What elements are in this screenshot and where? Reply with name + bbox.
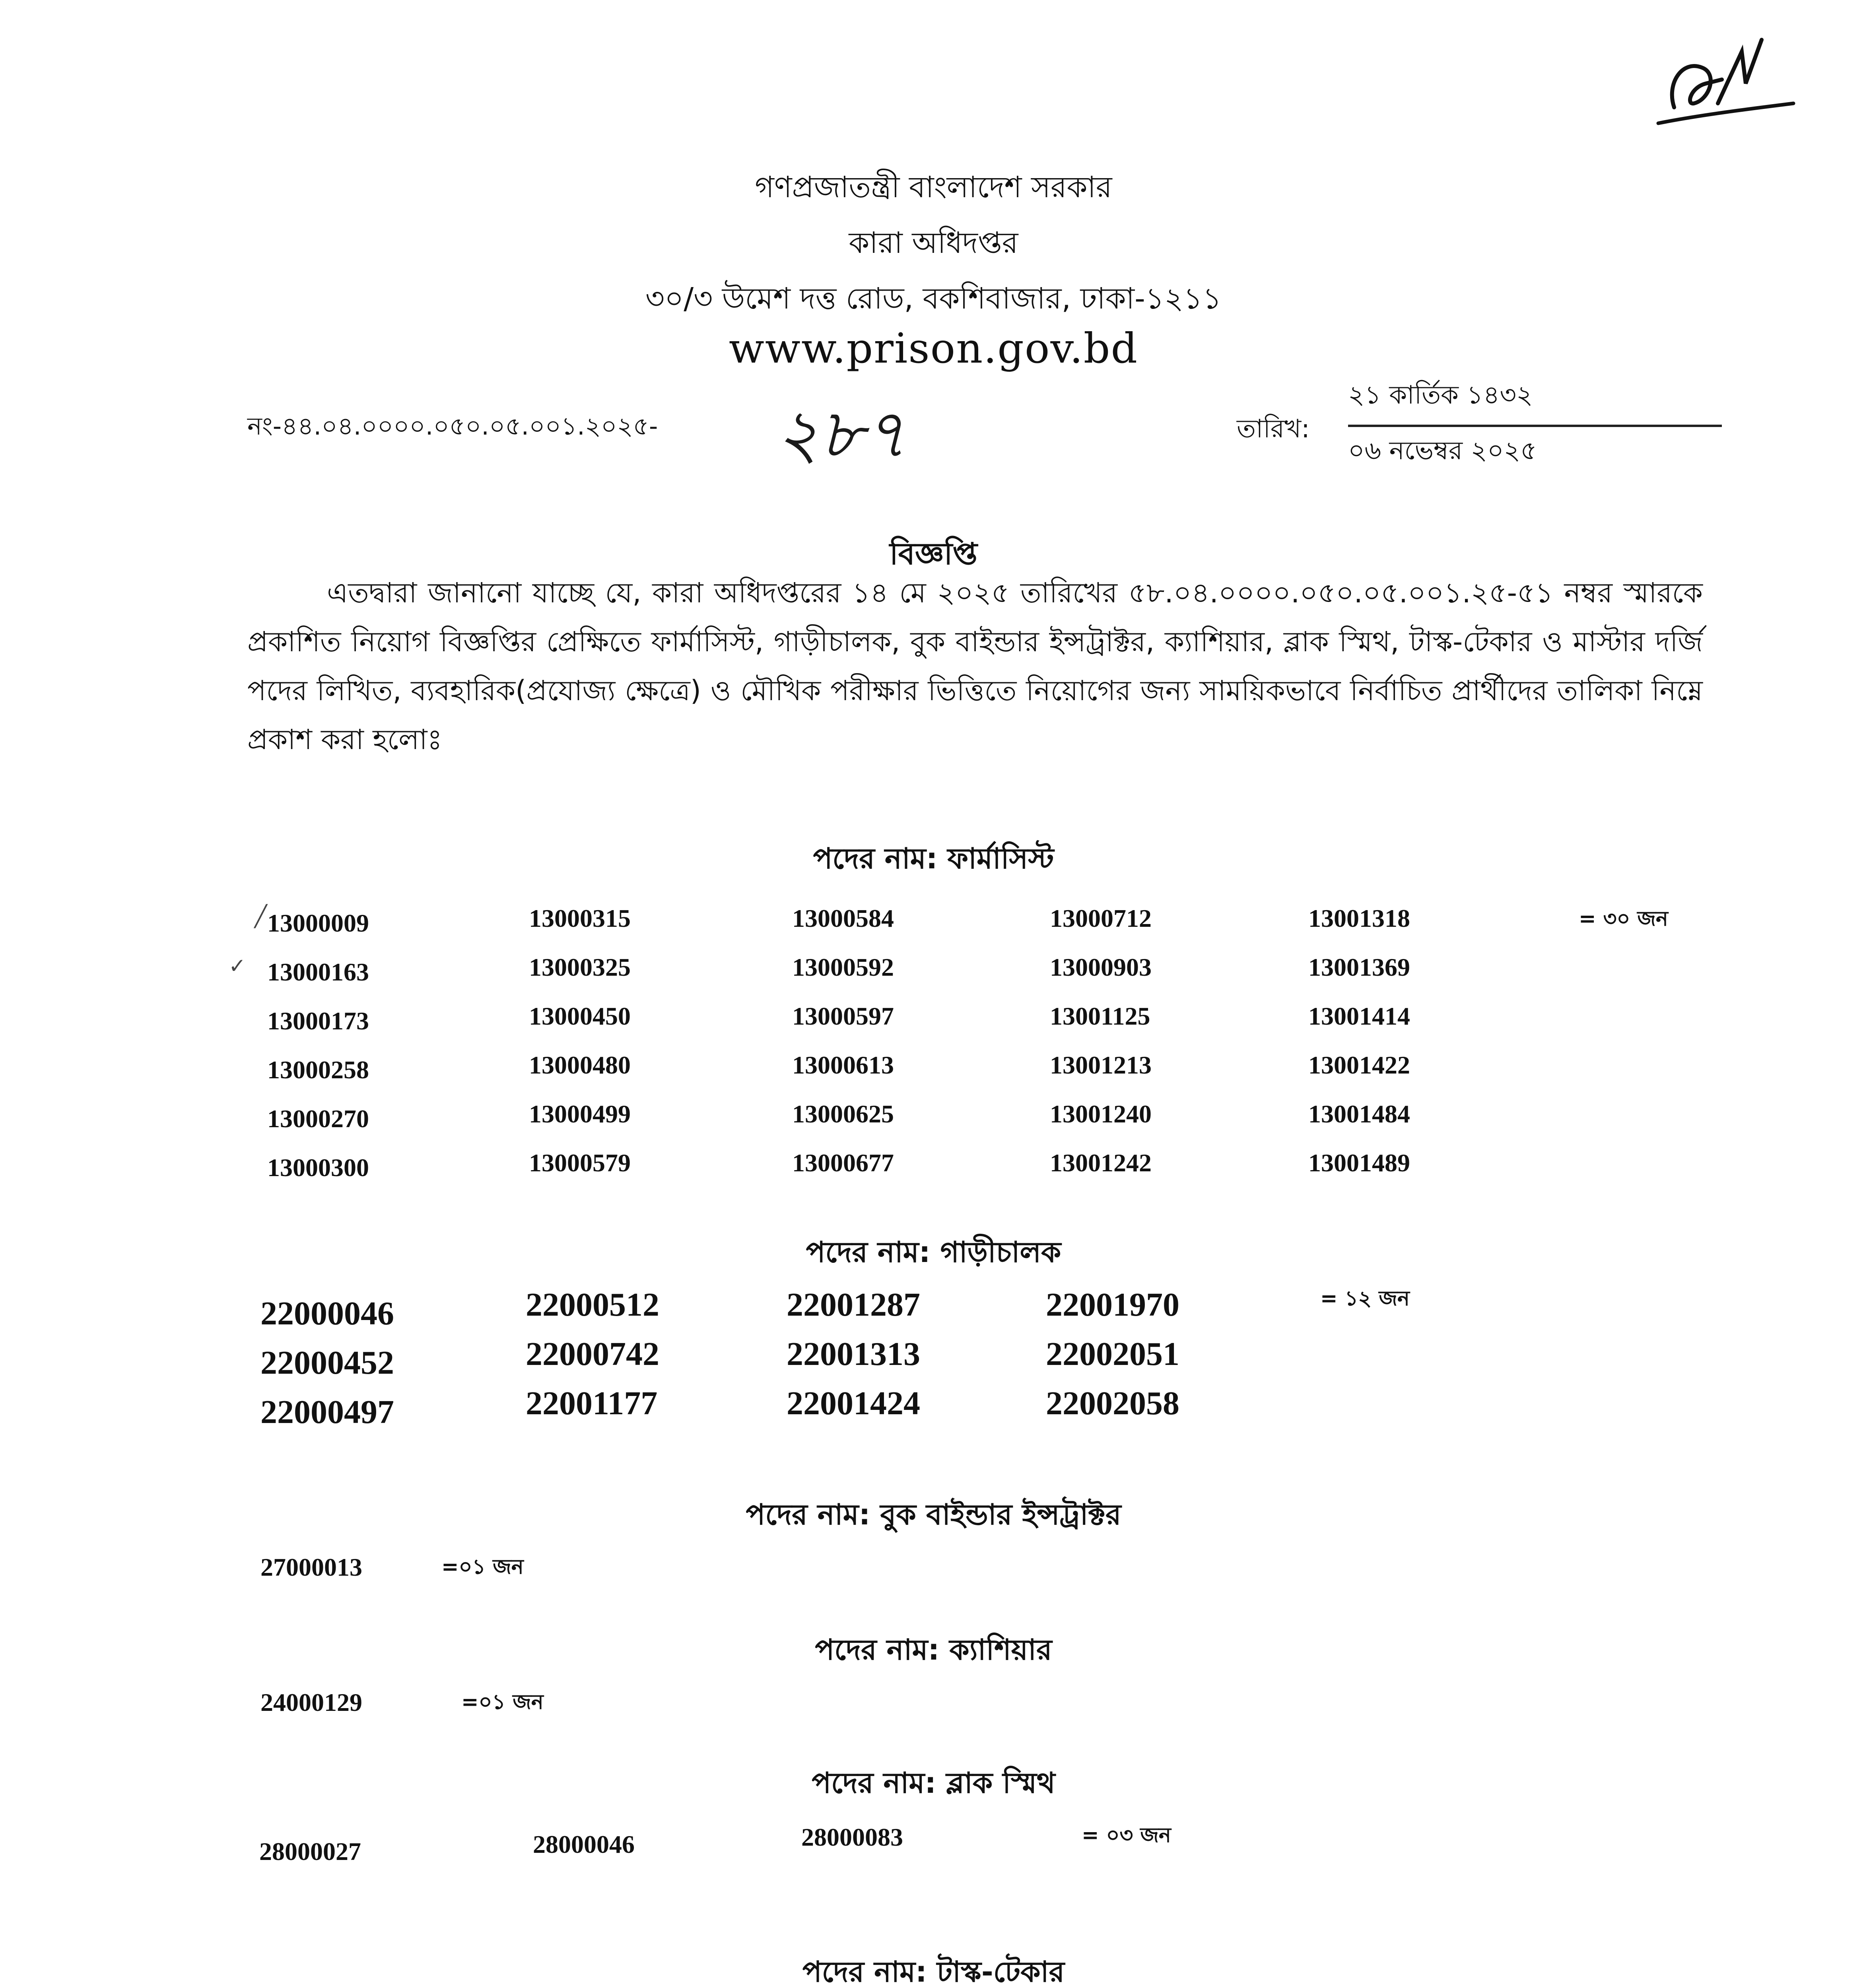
- roll-number: 13000270: [267, 1105, 369, 1133]
- roll-number: 13000009: [267, 909, 369, 937]
- roll-number: 13001422: [1308, 1051, 1410, 1079]
- roll-number: 22001424: [787, 1385, 920, 1422]
- post-title-pharmacist: পদের নাম: ফার্মাসিস্ট: [813, 842, 1054, 875]
- roll-number: 13000480: [529, 1051, 631, 1079]
- roll-number: 13000597: [792, 1002, 894, 1030]
- roll-number: 13001242: [1050, 1149, 1152, 1177]
- date-divider: [1348, 425, 1722, 427]
- roll-number: 13001318: [1308, 904, 1410, 932]
- roll-number: 13000315: [529, 904, 631, 932]
- post-title-cashier: পদের নাম: ক্যাশিয়ার: [815, 1633, 1052, 1666]
- check-mark-icon: ✓: [229, 954, 246, 978]
- post-count-pharmacist: = ৩০ জন: [1579, 907, 1668, 931]
- roll-number: 13001125: [1050, 1002, 1150, 1030]
- roll-number: 28000046: [533, 1830, 635, 1858]
- website-url: www.prison.gov.bd: [729, 324, 1138, 373]
- roll-number: 28000083: [801, 1823, 903, 1851]
- post-title-blacksmith: পদের নাম: ব্লাক স্মিথ: [812, 1766, 1055, 1800]
- roll-number: 13000592: [792, 953, 894, 981]
- roll-number: 13001240: [1050, 1100, 1152, 1128]
- roll-number: 13001484: [1308, 1100, 1410, 1128]
- roll-number: 22000046: [260, 1295, 394, 1332]
- memo-number-label: নং-৪৪.০৪.০০০০.০৫০.০৫.০০১.২০২৫-: [247, 412, 658, 441]
- roll-number: 22002051: [1046, 1336, 1179, 1373]
- roll-number: 22001313: [787, 1336, 920, 1373]
- roll-number: 22001287: [787, 1286, 920, 1323]
- post-count-blacksmith: = ০৩ জন: [1082, 1823, 1171, 1847]
- roll-number: 13000450: [529, 1002, 631, 1030]
- office-address: ৩০/৩ উমেশ দত্ত রোড, বকশিবাজার, ঢাকা-১২১১: [645, 282, 1222, 316]
- roll-number: 24000129: [260, 1688, 362, 1716]
- post-title-driver: পদের নাম: গাড়ীচালক: [806, 1235, 1061, 1269]
- post-count-cashier: =০১ জন: [461, 1690, 544, 1714]
- roll-number: 27000013: [260, 1553, 362, 1581]
- roll-number: 22000512: [526, 1286, 659, 1323]
- roll-number: 13000584: [792, 904, 894, 932]
- post-title-task-taker: পদের নাম: টাস্ক-টেকার: [802, 1955, 1065, 1988]
- roll-number: 13000300: [267, 1153, 369, 1182]
- roll-number: 22000497: [260, 1394, 394, 1431]
- memo-handwritten-number: ২৮৭: [775, 395, 907, 474]
- roll-number: 13001213: [1050, 1051, 1152, 1079]
- roll-number: 28000027: [259, 1837, 361, 1866]
- roll-number: 13000613: [792, 1051, 894, 1079]
- post-count-driver: = ১২ জন: [1320, 1287, 1410, 1310]
- roll-number: 22000742: [526, 1336, 659, 1373]
- department-name: কারা অধিদপ্তর: [849, 226, 1018, 260]
- check-mark-icon: ╱: [255, 905, 267, 928]
- roll-number: 13000163: [267, 958, 369, 986]
- roll-number: 13001414: [1308, 1002, 1410, 1030]
- notice-title: বিজ্ঞপ্তি: [890, 536, 977, 571]
- roll-number: 13000579: [529, 1149, 631, 1177]
- roll-number: 22002058: [1046, 1385, 1179, 1422]
- roll-number: 22000452: [260, 1344, 394, 1381]
- roll-number: 13000625: [792, 1100, 894, 1128]
- date-gregorian: ০৬ নভেম্বর ২০২৫: [1348, 436, 1537, 466]
- date-bangla: ২১ কার্তিক ১৪৩২: [1348, 381, 1533, 410]
- post-title-book-binder: পদের নাম: বুক বাইন্ডার ইন্সট্রাক্টর: [746, 1498, 1121, 1531]
- roll-number: 13001489: [1308, 1149, 1410, 1177]
- roll-number: 13000173: [267, 1007, 369, 1035]
- government-name: গণপ্রজাতন্ত্রী বাংলাদেশ সরকার: [755, 170, 1112, 204]
- roll-number: 13000712: [1050, 904, 1152, 932]
- notice-body: এতদ্বারা জানানো যাচ্ছে যে, কারা অধিদপ্তরের ১৪ মে ২০২৫ তারিখের ৫৮.০৪.০০০০.০৫০.০৫.০০১.২৫-৫১ নম্বর স্মারকে প্রকাশিত নিয়োগ বিজ্ঞপ্তির প্রেক্ষিতে ফার্মাসিস্ট, গাড়ীচালক, বুক বাইন্ডার ইন্সট্রাক্টর, ক্যাশিয়ার, ব্লাক স্মিথ, টাস্ক-টেকার ও মাস্টার দর্জি পদের লিখিত, ব্যবহারিক(প্রযোজ্য ক্ষেত্রে) ও মৌখিক পরীক্ষার ভিত্তিতে নিয়োগের জন্য সাময়িকভাবে নির্বাচিত প্রার্থীদের তালিকা নিম্নে প্রকাশ করা হলোঃ: [247, 577, 1703, 756]
- roll-number: 13000677: [792, 1149, 894, 1177]
- roll-number: 13000903: [1050, 953, 1152, 981]
- roll-number: 22001177: [526, 1385, 658, 1422]
- top-right-initial-signature: [1650, 24, 1801, 143]
- roll-number: 13000499: [529, 1100, 631, 1128]
- date-label: তারিখ:: [1237, 414, 1310, 444]
- roll-number: 13001369: [1308, 953, 1410, 981]
- post-count-book-binder: =০১ জন: [441, 1555, 524, 1579]
- roll-number: 13000258: [267, 1056, 369, 1084]
- roll-number: 13000325: [529, 953, 631, 981]
- roll-number: 22001970: [1046, 1286, 1179, 1323]
